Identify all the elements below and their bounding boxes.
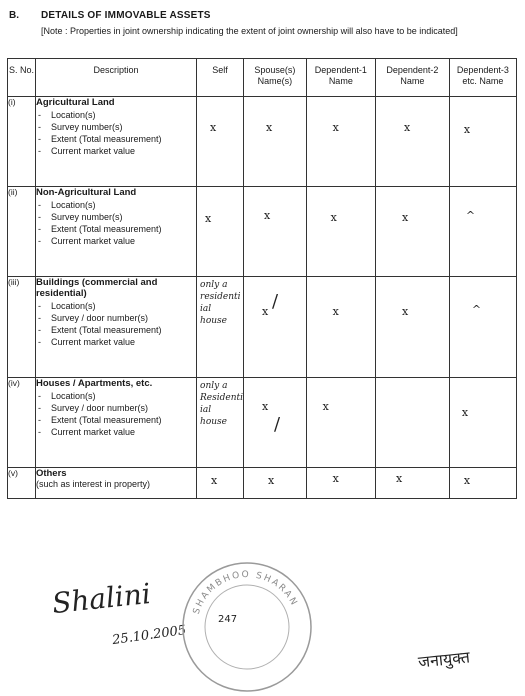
cell-dependent-1: [306, 378, 375, 468]
row-subitems: [36, 200, 196, 247]
handwriting-line: house: [200, 417, 227, 427]
handwriting-line: Residenti: [200, 393, 244, 403]
cell-self: [197, 97, 244, 187]
row-sno: (iv): [8, 378, 36, 468]
handwritten-mark: x: [396, 472, 403, 485]
list-item: - Extent (Total measurement): [36, 134, 196, 145]
cell-dependent-2: [376, 378, 450, 468]
row-description: [35, 468, 196, 499]
official-stamp-icon: [180, 560, 314, 694]
cell-dependent-3: [449, 378, 516, 468]
handwritten-mark: x: [262, 400, 269, 413]
list-item: - Location(s): [36, 110, 196, 121]
signature-left: Shalini: [50, 576, 153, 621]
list-item: - Survey / door number(s): [36, 313, 196, 324]
cell-dependent-3: [449, 277, 516, 378]
list-item: - Extent (Total measurement): [36, 325, 196, 336]
list-item: - Survey / door number(s): [36, 403, 196, 414]
cell-self: [197, 187, 244, 277]
list-item: - Location(s): [36, 301, 196, 312]
handwritten-note: [200, 380, 243, 428]
row-description: [35, 277, 196, 378]
row-subitems: [36, 391, 196, 438]
cell-spouse: [244, 468, 307, 499]
col-header-description: Description: [35, 59, 196, 97]
handwritten-mark: x: [402, 305, 409, 318]
cell-dependent-3: [449, 187, 516, 277]
section-note: [Note : Properties in joint ownership indicating the extent of joint ownership will also have to be indicated]: [41, 26, 458, 36]
cell-self: [197, 277, 244, 378]
handwritten-mark: x: [262, 305, 269, 318]
row-detail: (such as interest in property): [35, 479, 150, 489]
strike-mark: /: [274, 414, 281, 435]
handwritten-mark: ^: [465, 209, 476, 222]
table-row: [8, 378, 517, 468]
handwritten-mark: x: [205, 212, 212, 225]
cell-dependent-3: [449, 468, 516, 499]
row-sno: (ii): [8, 187, 36, 277]
list-item: - Current market value: [36, 236, 196, 247]
table-row: [8, 277, 517, 378]
cell-dependent-1: [306, 97, 375, 187]
list-item: - Location(s): [36, 200, 196, 211]
handwritten-mark: x: [264, 209, 271, 222]
col-header-self: Self: [197, 59, 244, 97]
cell-dependent-1: [306, 187, 375, 277]
handwriting-line: ial: [200, 405, 212, 415]
handwritten-mark: x: [463, 123, 471, 136]
cell-dependent-1: [306, 468, 375, 499]
row-category: Non-Agricultural Land: [35, 187, 137, 198]
cell-dependent-2: [376, 277, 450, 378]
handwritten-mark: x: [266, 121, 273, 134]
handwritten-mark: x: [402, 211, 409, 224]
list-item: - Current market value: [36, 427, 196, 438]
handwritten-mark: ^: [471, 303, 482, 316]
list-item: - Current market value: [36, 146, 196, 157]
handwriting-line: only a: [200, 381, 228, 391]
immovable-assets-table: [7, 58, 517, 499]
row-sno: (i): [8, 97, 36, 187]
table-row: [8, 468, 517, 499]
handwriting-line: ial: [200, 304, 212, 314]
cell-spouse: [244, 97, 307, 187]
cell-dependent-3: [449, 97, 516, 187]
list-item: - Survey number(s): [36, 212, 196, 223]
signature-date: 25.10.2005: [111, 622, 188, 649]
stamp-text: SHAMBHOO SHARAN: [191, 569, 300, 616]
handwriting-line: only a: [200, 280, 228, 290]
row-sno: (iii): [8, 277, 36, 378]
list-item: - Extent (Total measurement): [36, 415, 196, 426]
list-item: - Survey number(s): [36, 122, 196, 133]
row-description: [35, 187, 196, 277]
handwritten-mark: x: [322, 400, 329, 413]
col-header-spouse: Spouse(s) Name(s): [244, 59, 307, 97]
handwriting-line: house: [200, 316, 227, 326]
table-header-row: [8, 59, 517, 97]
row-subitems: [36, 301, 196, 348]
row-category: Buildings (commercial and residential): [35, 277, 158, 299]
section-letter: B.: [9, 10, 19, 21]
col-header-dependent-3: Dependent-3 etc. Name: [449, 59, 516, 97]
cell-dependent-2: [376, 187, 450, 277]
row-description: [35, 378, 196, 468]
row-sno: (v): [8, 468, 36, 499]
cell-self: [197, 378, 244, 468]
col-header-dependent-1: Dependent-1 Name: [306, 59, 375, 97]
handwritten-mark: x: [332, 305, 339, 318]
strike-mark: /: [272, 291, 279, 312]
handwritten-mark: x: [268, 474, 275, 487]
handwritten-mark: x: [332, 472, 339, 485]
handwritten-mark: x: [461, 406, 469, 419]
list-item: - Location(s): [36, 391, 196, 402]
handwritten-mark: x: [463, 474, 471, 487]
handwritten-mark: x: [332, 121, 339, 134]
handwritten-note: [200, 279, 241, 327]
handwritten-mark: x: [211, 474, 218, 487]
row-category: Agricultural Land: [35, 97, 115, 108]
table-row: [8, 187, 517, 277]
row-category: Others: [35, 468, 67, 479]
handwriting-line: residenti: [200, 292, 241, 302]
list-item: - Extent (Total measurement): [36, 224, 196, 235]
cell-self: [197, 468, 244, 499]
cell-spouse: [244, 378, 307, 468]
handwritten-mark: x: [330, 211, 337, 224]
row-subitems: [36, 110, 196, 157]
list-item: - Current market value: [36, 337, 196, 348]
cell-spouse: [244, 277, 307, 378]
col-header-dependent-2: Dependent-2 Name: [376, 59, 450, 97]
signature-right: जनायुक्त: [417, 647, 471, 672]
table-row: [8, 97, 517, 187]
row-description: [35, 97, 196, 187]
col-header-sno: S. No.: [8, 59, 36, 97]
handwritten-mark: x: [210, 121, 217, 134]
section-title: DETAILS OF IMMOVABLE ASSETS: [41, 10, 211, 21]
handwritten-mark: x: [404, 121, 411, 134]
row-category: Houses / Apartments, etc.: [35, 378, 153, 389]
cell-dependent-1: [306, 277, 375, 378]
cell-dependent-2: [376, 468, 450, 499]
cell-spouse: [244, 187, 307, 277]
stamp-number: 247: [218, 614, 238, 625]
cell-dependent-2: [376, 97, 450, 187]
